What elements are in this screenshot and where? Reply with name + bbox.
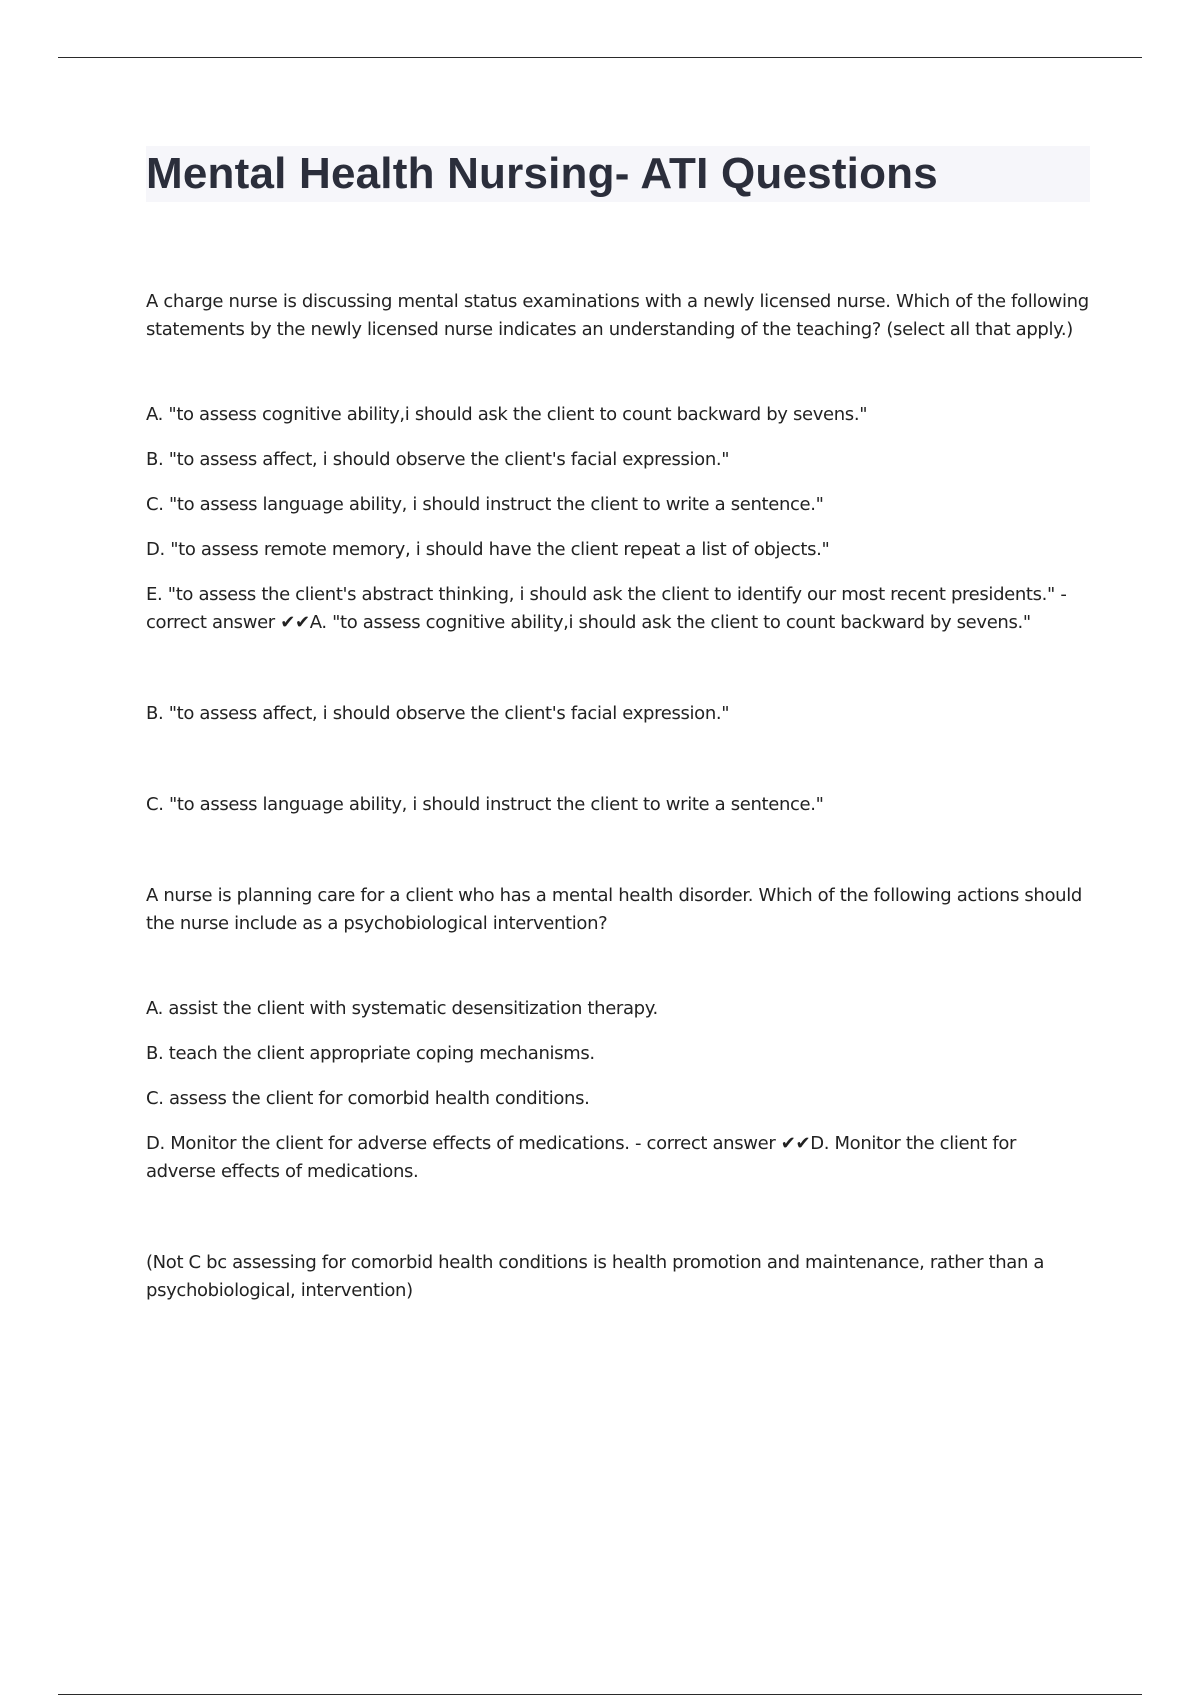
question-1-option-a: A. "to assess cognitive ability,i should ask the client to count backward by sevens." xyxy=(146,404,868,425)
question-1-stem: A charge nurse is discussing mental status examinations with a newly licensed nurse. Which of the following statements by the newly licensed nurse indicates an understanding of the teaching? (select all that apply.) xyxy=(146,291,1089,340)
question-1-option-d: D. "to assess remote memory, i should have the client repeat a list of objects." xyxy=(146,539,830,560)
question-2-rationale-note: (Not C bc assessing for comorbid health conditions is health promotion and maintenance, rather than a psychobiological, intervention) xyxy=(146,1252,1045,1301)
question-1-answer-c: C. "to assess language ability, i should instruct the client to write a sentence." xyxy=(146,794,824,815)
question-2-option-a: A. assist the client with systematic desensitization therapy. xyxy=(146,998,658,1019)
question-1-option-e-with-answer: E. "to assess the client's abstract thinking, i should ask the client to identify our most recent presidents." - correct answer ✔✔A. "to assess cognitive ability,i should ask the client to count backward by sevens." xyxy=(146,584,1067,633)
question-1-answer-b: B. "to assess affect, i should observe the client's facial expression." xyxy=(146,703,730,724)
top-rule xyxy=(58,57,1142,58)
title-band xyxy=(146,146,1090,202)
question-1-option-c: C. "to assess language ability, i should instruct the client to write a sentence." xyxy=(146,494,824,515)
page-content xyxy=(146,146,1090,1305)
question-1-option-b: B. "to assess affect, i should observe the client's facial expression." xyxy=(146,449,730,470)
document-title: Mental Health Nursing- ATI Questions xyxy=(146,149,938,198)
question-2-option-b: B. teach the client appropriate coping mechanisms. xyxy=(146,1043,595,1064)
question-2-stem: A nurse is planning care for a client who has a mental health disorder. Which of the following actions should the nurse include as a psychobiological intervention? xyxy=(146,885,1082,934)
question-2-option-d-with-answer: D. Monitor the client for adverse effects of medications. - correct answer ✔✔D. Monitor the client for adverse effects of medications. xyxy=(146,1133,1017,1182)
question-2-option-c: C. assess the client for comorbid health conditions. xyxy=(146,1088,590,1109)
bottom-rule xyxy=(58,1694,1142,1695)
